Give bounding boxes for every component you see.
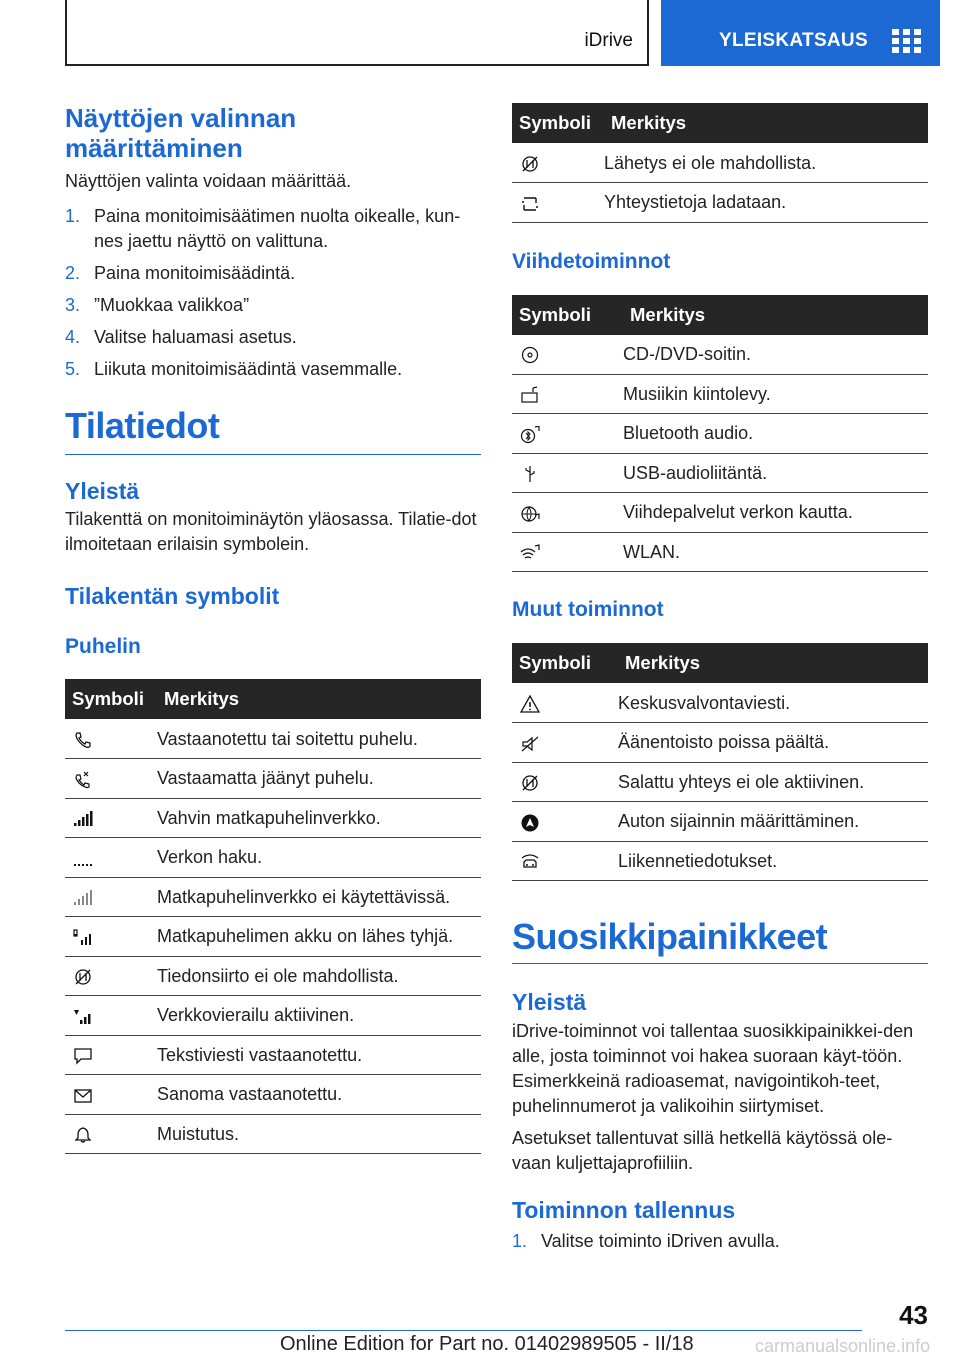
symbol-cell (512, 453, 623, 493)
heading-status-symbols: Tilakentän symbolit (65, 583, 280, 609)
table-row (512, 802, 928, 842)
no-transmit-icon (520, 155, 540, 173)
symbol-cell (65, 1075, 157, 1115)
list-item (65, 357, 481, 382)
symbol-cell (512, 143, 604, 183)
transmit-symbol-table (512, 103, 928, 223)
no-encryption-icon (520, 774, 540, 792)
symbol-cell (512, 683, 618, 723)
right-column (512, 103, 928, 1261)
symbol-cell (65, 838, 157, 878)
paragraph-favorites-1: iDrive-toiminnot voi tallentaa suosikkipainikkei-den alle, josta toiminnot voi hakea suoraan käyt-töön. Esimerkkeinä radioasemat, navigointikoh-teet, puhelinnumerot ja valikoihin siirtymiset. (512, 1021, 914, 1116)
heading-screen-selection: Näyttöjen valinnan määrittäminen (65, 103, 297, 163)
phone-handset-icon (73, 731, 93, 749)
heading-save-function: Toiminnon tallennus (512, 1197, 736, 1223)
table-row (512, 493, 928, 533)
meaning-cell: CD-/DVD-soitin. (623, 335, 928, 375)
symbol-cell (512, 374, 623, 414)
paragraph-general: Tilakenttä on monitoiminäytön yläosassa. Tilatie-dot ilmoitetaan erilaisin symbolein. (65, 509, 477, 554)
table-row (512, 532, 928, 572)
symbol-cell (65, 1114, 157, 1154)
symbol-cell (65, 759, 157, 799)
meaning-cell: Verkkovierailu aktiivinen. (157, 996, 481, 1036)
col-meaning: Merkitys (623, 295, 928, 335)
col-meaning: Merkitys (618, 643, 928, 683)
battery-low-icon (73, 929, 93, 947)
table-row (512, 683, 928, 723)
contacts-sync-icon (520, 195, 540, 213)
symbol-cell (65, 1035, 157, 1075)
meaning-cell: Vastaanotettu tai soitettu puhelu. (157, 719, 481, 759)
table-row (65, 838, 481, 878)
table-row (65, 996, 481, 1036)
col-symbol: Symboli (512, 295, 623, 335)
step-text: Valitse toiminto iDriven avulla. (541, 1231, 780, 1251)
table-row (512, 762, 928, 802)
traffic-info-icon (520, 853, 540, 871)
meaning-cell: Liikennetiedotukset. (618, 841, 928, 881)
meaning-cell: USB-audioliitäntä. (623, 453, 928, 493)
meaning-cell: Verkon haku. (157, 838, 481, 878)
wlan-icon (520, 544, 540, 562)
meaning-cell: Yhteystietoja ladataan. (604, 183, 928, 223)
warning-triangle-icon (520, 695, 540, 713)
col-symbol: Symboli (65, 679, 157, 719)
meaning-cell: Tiedonsiirto ei ole mahdollista. (157, 956, 481, 996)
usb-icon (520, 465, 540, 483)
symbol-cell (512, 493, 623, 533)
table-row (65, 1035, 481, 1075)
speaker-off-icon (520, 735, 540, 753)
table-row (65, 759, 481, 799)
list-item (65, 293, 481, 318)
meaning-cell: Vastaamatta jäänyt puhelu. (157, 759, 481, 799)
symbol-cell (65, 917, 157, 957)
heading-entertainment: Viihdetoiminnot (512, 249, 671, 273)
symbol-cell (512, 841, 618, 881)
col-meaning: Merkitys (157, 679, 481, 719)
symbol-cell (65, 877, 157, 917)
signal-strong-icon (73, 810, 93, 828)
table-row (65, 956, 481, 996)
table-row (65, 798, 481, 838)
step-number: 3. (65, 295, 81, 315)
table-row (512, 723, 928, 763)
table-row (512, 414, 928, 454)
symbol-cell (512, 335, 623, 375)
meaning-cell: WLAN. (623, 532, 928, 572)
meaning-cell: Tekstiviesti vastaanotettu. (157, 1035, 481, 1075)
heading-favorites: Suosikkipainikkeet (512, 915, 928, 964)
bell-icon (73, 1126, 93, 1144)
step-text: ”Muokkaa valikkoa” (94, 295, 250, 315)
step-number: 4. (65, 327, 81, 347)
symbol-cell (65, 798, 157, 838)
symbol-cell (512, 183, 604, 223)
symbol-cell (512, 723, 618, 763)
step-text: Paina monitoimisäätimen nuolta oikealle, kun-nes jaettu näyttö on valittuna. (94, 206, 461, 251)
hard-disk-icon (520, 386, 540, 404)
meaning-cell: Musiikin kiintolevy. (623, 374, 928, 414)
network-search-icon (73, 850, 93, 868)
symbol-cell (512, 532, 623, 572)
paragraph-screen-selection: Näyttöjen valinta voidaan määrittää. (65, 171, 352, 191)
meaning-cell: Muistutus. (157, 1114, 481, 1154)
step-number: 1. (65, 206, 81, 226)
symbol-cell (512, 414, 623, 454)
table-row (65, 719, 481, 759)
left-column (65, 103, 481, 1154)
header-section-tab[interactable] (661, 0, 940, 66)
meaning-cell: Matkapuhelimen akku on lähes tyhjä. (157, 917, 481, 957)
symbol-cell (65, 719, 157, 759)
step-text: Paina monitoimisäädintä. (94, 263, 296, 283)
heading-general: Yleistä (65, 478, 140, 504)
table-row (65, 1075, 481, 1115)
no-data-icon (73, 968, 93, 986)
list-item (65, 204, 481, 254)
heading-status: Tilatiedot (65, 404, 481, 455)
header-bar (65, 0, 649, 66)
step-number: 1. (512, 1231, 528, 1251)
meaning-cell: Äänentoisto poissa päältä. (618, 723, 928, 763)
list-item (512, 1229, 928, 1254)
footer-edition: Online Edition for Part no. 01402989505 - II/18 (280, 1333, 694, 1355)
location-icon (520, 814, 540, 832)
meaning-cell: Auton sijainnin määrittäminen. (618, 802, 928, 842)
envelope-icon (73, 1087, 93, 1105)
header-section-title: YLEISKATSAUS (719, 30, 868, 51)
symbol-cell (65, 956, 157, 996)
heading-phone: Puhelin (65, 635, 141, 658)
table-row (65, 877, 481, 917)
sms-icon (73, 1047, 93, 1065)
list-item (65, 325, 481, 350)
heading-general-favorites: Yleistä (512, 989, 587, 1015)
paragraph-favorites-2: Asetukset tallentuvat sillä hetkellä käytössä ole-vaan kuljettajaprofiiliin. (512, 1128, 893, 1173)
col-symbol: Symboli (512, 103, 604, 143)
watermark: carmanualsonline.info (755, 1336, 931, 1356)
phone-symbol-table (65, 679, 481, 1154)
cd-icon (520, 346, 540, 364)
signal-unavailable-icon (73, 889, 93, 907)
meaning-cell: Viihdepalvelut verkon kautta. (623, 493, 928, 533)
online-entertainment-icon (520, 505, 540, 523)
table-row (512, 335, 928, 375)
page-number: 43 (899, 1300, 928, 1330)
roaming-icon (73, 1008, 93, 1026)
other-symbol-table (512, 643, 928, 881)
step-number: 2. (65, 263, 81, 283)
step-text: Liikuta monitoimisäädintä vasemmalle. (94, 359, 403, 379)
meaning-cell: Matkapuhelinverkko ei käytettävissä. (157, 877, 481, 917)
table-row (512, 374, 928, 414)
meaning-cell: Sanoma vastaanotettu. (157, 1075, 481, 1115)
meaning-cell: Bluetooth audio. (623, 414, 928, 454)
table-row (65, 917, 481, 957)
meaning-cell: Salattu yhteys ei ole aktiivinen. (618, 762, 928, 802)
heading-other-functions: Muut toiminnot (512, 598, 664, 621)
table-row (65, 1114, 481, 1154)
table-row (512, 183, 928, 223)
symbol-cell (512, 802, 618, 842)
grid-menu-icon (892, 29, 920, 53)
symbol-cell (65, 996, 157, 1036)
table-row (512, 143, 928, 183)
table-row (512, 841, 928, 881)
meaning-cell: Lähetys ei ole mahdollista. (604, 143, 928, 183)
meaning-cell: Vahvin matkapuhelinverkko. (157, 798, 481, 838)
bluetooth-audio-icon (520, 426, 540, 444)
footer-divider (65, 1330, 862, 1331)
symbol-cell (512, 762, 618, 802)
col-meaning: Merkitys (604, 103, 928, 143)
col-symbol: Symboli (512, 643, 618, 683)
list-item (65, 261, 481, 286)
table-row (512, 453, 928, 493)
step-text: Valitse haluamasi asetus. (94, 327, 297, 347)
steps-list (65, 204, 481, 382)
entertainment-symbol-table (512, 295, 928, 573)
missed-call-icon (73, 771, 93, 789)
header-chapter: iDrive (584, 30, 633, 51)
step-number: 5. (65, 359, 81, 379)
save-steps-list (512, 1229, 928, 1254)
meaning-cell: Keskusvalvontaviesti. (618, 683, 928, 723)
